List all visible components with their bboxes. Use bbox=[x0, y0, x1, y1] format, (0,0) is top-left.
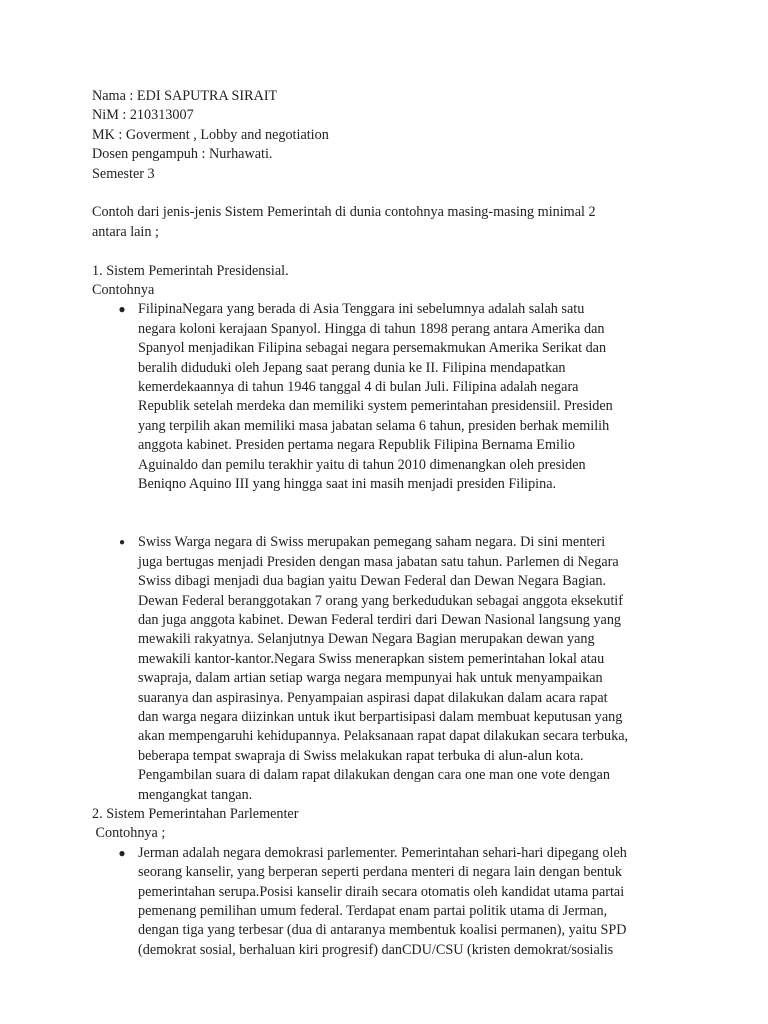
text-line: juga bertugas menjadi Presiden dengan masa jabatan satu tahun. Parlemen di Negara bbox=[138, 553, 619, 570]
list-item-filipina bbox=[92, 300, 712, 494]
text-line: negara koloni kerajaan Spanyol. Hingga di tahun 1898 perang antara Amerika dan bbox=[138, 320, 605, 337]
text-line: Beniqno Aquino III yang hingga saat ini masih menjadi presiden Filipina. bbox=[138, 476, 557, 493]
text-line: beberapa tempat swapraja di Swiss melakukan rapat terbuka di alun-alun kota. bbox=[138, 747, 584, 764]
text-line: Spanyol menjadikan Filipina sebagai negara persemakmukan Amerika Serikat dan bbox=[138, 340, 607, 357]
text-line: pemenang pemilihan umum federal. Terdapat enam partai politik utama di Jerman, bbox=[138, 903, 608, 919]
text-line: akan mempengaruhi kehidupannya. Pelaksanaan rapat dapat dilakukan secara terbuka, bbox=[138, 728, 629, 745]
bullet-icon: ● bbox=[118, 845, 126, 860]
text-line: beralih diduduki oleh Jepang saat perang dunia ke II. Filipina mendapatkan bbox=[138, 359, 566, 376]
section-2-subtitle: Contohnya ; bbox=[92, 825, 166, 842]
text-line: Pengambilan suara di dalam rapat dilakukan dengan cara one man one vote dengan bbox=[138, 767, 610, 784]
section-1-subtitle: Contohnya bbox=[92, 282, 155, 299]
bullet-icon: ● bbox=[118, 537, 126, 549]
text-line: anggota kabinet. Presiden pertama negara Republik Filipina Bernama Emilio bbox=[138, 437, 575, 454]
text-line: FilipinaNegara yang berada di Asia Tenggara ini sebelumnya adalah salah satu bbox=[138, 301, 585, 318]
spacer bbox=[92, 514, 712, 533]
text-line: kemerdekaannya di tahun 1946 tanggal 4 di bulan Juli. Filipina adalah negara bbox=[138, 379, 579, 396]
text-line: Jerman adalah negara demokrasi parlementer. Pemerintahan sehari-hari dipegang oleh bbox=[138, 844, 627, 861]
spacer bbox=[92, 495, 712, 514]
text-line: mewakili rakyatnya. Selanjutnya Dewan Negara Bagian merupakan dewan yang bbox=[138, 631, 595, 648]
text-line: Swiss dibagi menjadi dua bagian yaitu Dewan Federal dan Dewan Negara Bagian. bbox=[138, 573, 607, 590]
lecturer-name: Dosen pengampuh : Nurhawati. bbox=[92, 146, 273, 163]
list-item-text bbox=[138, 300, 712, 494]
intro-line-2: antara lain ; bbox=[92, 223, 159, 240]
text-line: mewakili kantor-kantor.Negara Swiss menerapkan sistem pemerintahan lokal atau bbox=[138, 650, 605, 667]
list-item-text bbox=[138, 533, 712, 805]
text-line: Dewan Federal beranggotakan 7 orang yang berkedudukan sebagai anggota eksekutif bbox=[138, 592, 623, 609]
text-line: seorang kanselir, yang berperan seperti perdana menteri di negara lain dengan bentuk bbox=[138, 864, 622, 881]
list-item-swiss bbox=[92, 533, 712, 805]
list-item-text bbox=[138, 844, 712, 960]
text-line: mengangkat tangan. bbox=[138, 786, 253, 803]
text-line: yang terpilih akan memiliki masa jabatan selama 6 tahun, presiden berhak memilih bbox=[138, 417, 610, 434]
text-line: Republik setelah merdeka dan memiliki system pemerintahan presidensiil. Presiden bbox=[138, 398, 613, 415]
text-line: dan juga anggota kabinet. Dewan Federal terdiri dari Dewan Nasional langsung yang bbox=[138, 611, 622, 628]
intro-line-1: Contoh dari jenis-jenis Sistem Pemerintah di dunia contohnya masing-masing minimal 2 bbox=[92, 204, 596, 221]
student-nim: NiM : 210313007 bbox=[92, 107, 194, 124]
text-line: swapraja, dalam artian setiap warga negara mempunyai hak untuk menyampaikan bbox=[138, 670, 603, 687]
section-2-title: 2. Sistem Pemerintahan Parlementer bbox=[92, 805, 299, 822]
text-line: suaranya dan aspirasinya. Penyampaian aspirasi dapat dilakukan dalam acara rapat bbox=[138, 689, 608, 706]
text-line: dan warga negara diizinkan untuk ikut berpartisipasi dalam membuat keputusan yang bbox=[138, 708, 623, 725]
bullet-icon: ● bbox=[118, 302, 126, 317]
semester: Semester 3 bbox=[92, 165, 155, 182]
course-name: MK : Goverment , Lobby and negotiation bbox=[92, 126, 329, 143]
spacer bbox=[92, 184, 712, 203]
section-1-title: 1. Sistem Pemerintah Presidensial. bbox=[92, 262, 289, 279]
list-item-jerman bbox=[92, 844, 712, 960]
text-line: (demokrat sosial, berhaluan kiri progresif) danCDU/CSU (kristen demokrat/sosialis bbox=[138, 941, 614, 958]
student-name: Nama : EDI SAPUTRA SIRAIT bbox=[92, 88, 278, 104]
document-content bbox=[92, 87, 712, 960]
text-line: pemerintahan serupa.Posisi kanselir diraih secara otomatis oleh kandidat utama partai bbox=[138, 883, 625, 900]
text-line: dengan tiga yang terbesar (dua di antaranya membentuk koalisi permanen), yaitu SPD bbox=[138, 922, 627, 939]
text-line: Swiss Warga negara di Swiss merupakan pemegang saham negara. Di sini menteri bbox=[138, 534, 606, 551]
spacer bbox=[92, 242, 712, 261]
text-line: Aguinaldo dan pemilu terakhir yaitu di tahun 2010 dimenangkan oleh presiden bbox=[138, 456, 586, 473]
